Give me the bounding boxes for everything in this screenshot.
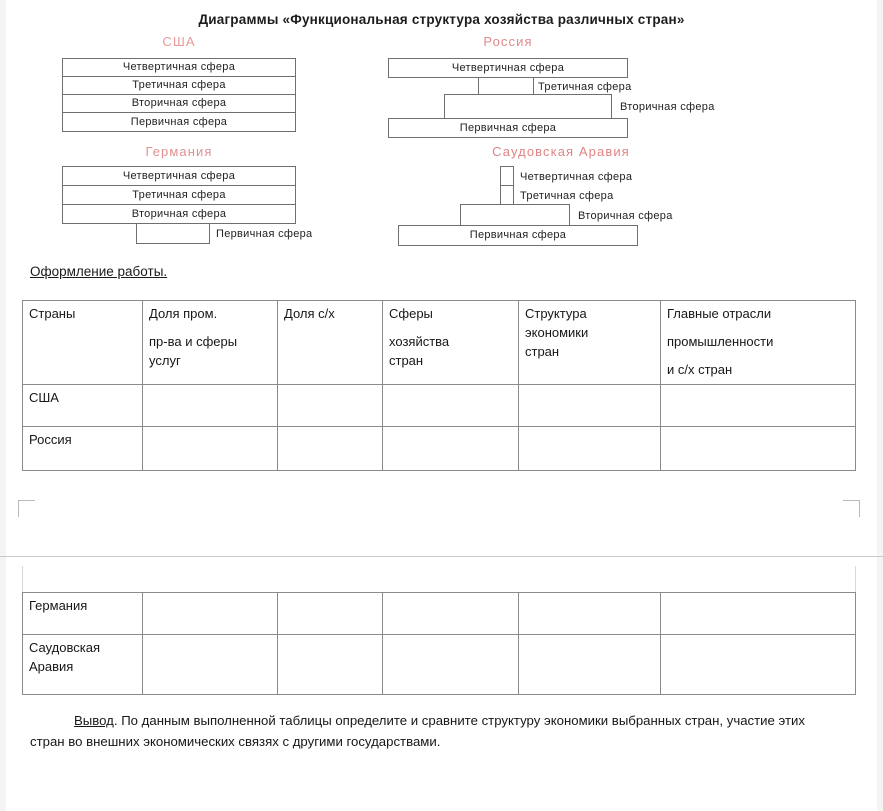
conclusion-text: . По данным выполненной таблицы определите и сравните структуру экономики выбранных стран, участие этих стран во внешних экономических связях с другими государствами. <box>30 713 805 750</box>
table-cell-country[interactable]: Германия <box>23 593 143 635</box>
table-cell-country[interactable]: Саудовская Аравия <box>23 635 143 695</box>
diagram-usa-title: США <box>162 34 196 49</box>
table-cell-industry-share[interactable] <box>143 426 278 470</box>
table-header-cell-industry-share <box>143 301 278 385</box>
conclusion-paragraph <box>30 710 820 753</box>
header-line: пр-ва и сферы <box>149 333 238 349</box>
diagram-usa <box>62 34 296 144</box>
russia-sphere-tertiary-box <box>478 77 534 95</box>
header-line: Страны <box>29 306 76 321</box>
conclusion-lead-word: Вывод <box>74 713 114 728</box>
table-row <box>23 635 856 695</box>
table-cell-main-industries[interactable] <box>661 635 856 695</box>
header-line: Структура <box>525 306 587 321</box>
table-cell-spheres[interactable] <box>383 426 519 470</box>
header-line: промышленности <box>667 333 774 349</box>
page-corner-mark-bottom-right <box>843 500 860 517</box>
usa-sphere-primary: Первичная сфера <box>62 112 296 132</box>
header-line: услуг <box>149 352 181 368</box>
saudi-sphere-quaternary-box <box>500 166 514 186</box>
table-cell-industry-share[interactable] <box>143 384 278 426</box>
table-cell-spheres[interactable] <box>383 593 519 635</box>
saudi-sphere-quaternary-label: Четвертичная сфера <box>520 171 633 183</box>
header-line: стран <box>525 343 560 359</box>
header-line: экономики <box>525 324 589 340</box>
germany-sphere-quaternary: Четвертичная сфера <box>62 166 296 186</box>
table-header-cell-spheres <box>383 301 519 385</box>
germany-sphere-secondary: Вторичная сфера <box>62 204 296 224</box>
diagrams-area <box>0 34 883 260</box>
russia-sphere-primary: Первичная сфера <box>388 118 628 138</box>
saudi-sphere-tertiary-label: Третичная сфера <box>520 190 614 202</box>
table-cell-main-industries[interactable] <box>661 426 856 470</box>
header-line: Главные отрасли <box>667 306 772 321</box>
table-cell-agri-share[interactable] <box>278 426 383 470</box>
table-cell-agri-share[interactable] <box>278 593 383 635</box>
table-cell-economy-structure[interactable] <box>519 635 661 695</box>
table-cell-economy-structure[interactable] <box>519 426 661 470</box>
table-cell-country[interactable]: США <box>23 384 143 426</box>
header-line: Сферы <box>389 306 433 321</box>
table-cell-agri-share[interactable] <box>278 384 383 426</box>
table-row <box>23 426 856 470</box>
table-row <box>23 384 856 426</box>
saudi-sphere-tertiary-box <box>500 185 514 205</box>
table-row <box>23 593 856 635</box>
results-table-page1 <box>22 300 856 471</box>
section-heading-formatting: Оформление работы. <box>30 264 168 279</box>
header-spacer <box>667 324 850 333</box>
header-spacer <box>149 324 272 333</box>
germany-sphere-primary-box <box>136 223 210 244</box>
saudi-sphere-secondary-label: Вторичная сфера <box>578 210 673 222</box>
table-header-cell-countries <box>23 301 143 385</box>
russia-sphere-tertiary-label: Третичная сфера <box>538 81 632 93</box>
diagram-saudi-title: Саудовская Аравия <box>492 144 630 159</box>
table-header-cell-economy-structure <box>519 301 661 385</box>
usa-sphere-quaternary: Четвертичная сфера <box>62 58 296 77</box>
table-cell-main-industries[interactable] <box>661 593 856 635</box>
diagram-russia-title: Россия <box>483 34 533 49</box>
germany-sphere-primary-label: Первичная сфера <box>216 228 313 240</box>
russia-sphere-quaternary: Четвертичная сфера <box>388 58 628 78</box>
table-cell-spheres[interactable] <box>383 635 519 695</box>
usa-sphere-tertiary: Третичная сфера <box>62 76 296 95</box>
table-cell-agri-share[interactable] <box>278 635 383 695</box>
page-break-separator <box>0 556 883 557</box>
table-cell-industry-share[interactable] <box>143 635 278 695</box>
diagram-germany-title: Германия <box>145 144 213 159</box>
saudi-sphere-primary: Первичная сфера <box>398 225 638 246</box>
germany-sphere-tertiary: Третичная сфера <box>62 185 296 205</box>
table-cell-main-industries[interactable] <box>661 384 856 426</box>
page-margin-tick-left <box>22 566 23 592</box>
header-line: Доля пром. <box>149 306 218 321</box>
saudi-sphere-secondary-box <box>460 204 570 226</box>
table-cell-spheres[interactable] <box>383 384 519 426</box>
russia-sphere-secondary-box <box>444 94 612 119</box>
header-line: хозяйства <box>389 333 450 349</box>
page-corner-mark-bottom-left <box>18 500 35 517</box>
diagram-russia <box>388 34 788 144</box>
header-line: стран <box>389 352 424 368</box>
header-spacer <box>667 352 850 361</box>
page-margin-tick-right <box>855 566 856 592</box>
results-table-page2 <box>22 592 856 695</box>
page-title: Диаграммы «Функциональная структура хозяйства различных стран» <box>198 12 685 27</box>
header-line: Доля с/х <box>284 306 335 321</box>
table-cell-economy-structure[interactable] <box>519 384 661 426</box>
diagram-germany <box>62 144 392 254</box>
table-cell-country[interactable]: Россия <box>23 426 143 470</box>
table-header-cell-agri-share <box>278 301 383 385</box>
russia-sphere-secondary-label: Вторичная сфера <box>620 101 715 113</box>
header-line: и с/х стран <box>667 361 733 377</box>
header-spacer <box>389 324 513 333</box>
diagram-saudi-arabia <box>392 144 792 254</box>
table-cell-industry-share[interactable] <box>143 593 278 635</box>
table-header-row <box>23 301 856 385</box>
table-header-cell-main-industries <box>661 301 856 385</box>
usa-sphere-secondary: Вторичная сфера <box>62 94 296 113</box>
table-cell-economy-structure[interactable] <box>519 593 661 635</box>
